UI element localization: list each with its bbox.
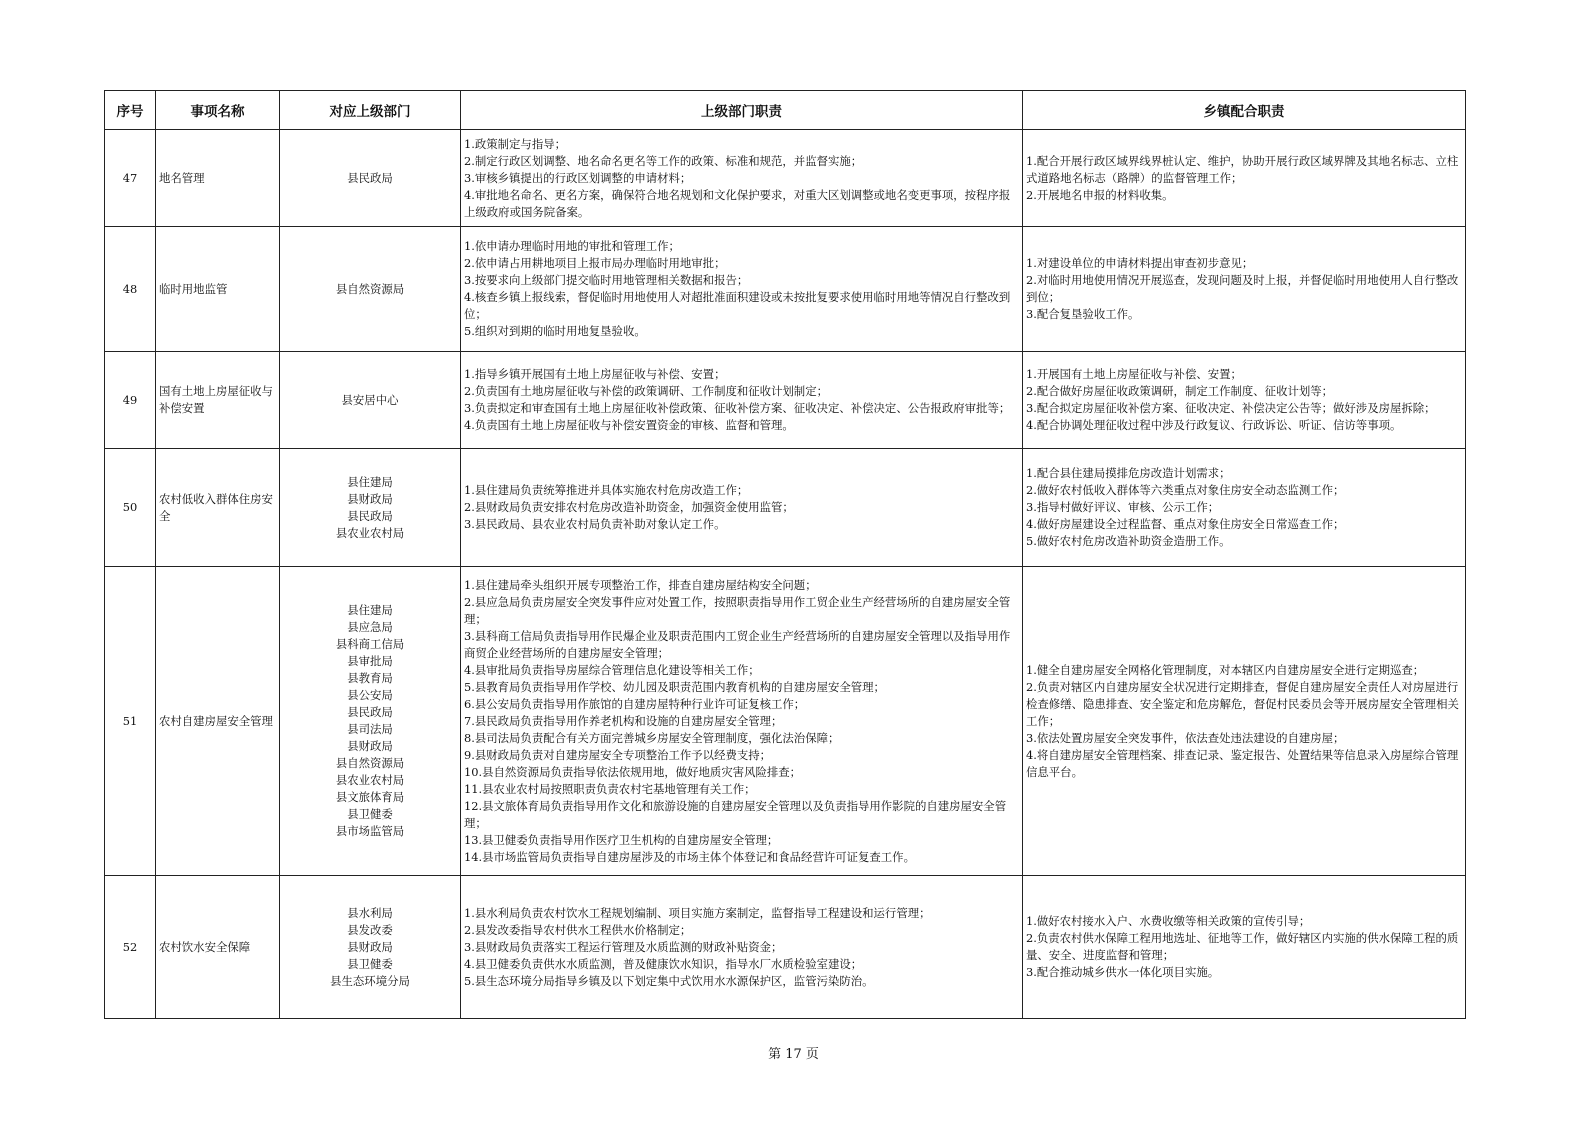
duty-line: 4.负责国有土地上房屋征收与补偿安置资金的审核、监督和管理。	[464, 418, 794, 432]
duty-line: 11.县农业农村局按照职责负责农村宅基地管理有关工作；	[464, 781, 756, 796]
dept-line: 县民政局	[347, 705, 393, 719]
dept-line: 县文旅体育局	[335, 790, 405, 804]
row-seq: 51	[105, 567, 156, 876]
dept-line: 县司法局	[347, 722, 393, 736]
duty-line: 5.做好农村危房改造补助资金造册工作。	[1026, 534, 1231, 548]
row-seq: 49	[105, 352, 156, 449]
duty-line: 5.县教育局负责指导用作学校、幼儿园及职责范围内教育机构的自建房屋安全管理；	[464, 679, 885, 694]
dept-line: 县应急局	[347, 620, 393, 634]
duty-line: 1.政策制定与指导；	[464, 136, 566, 151]
duty-line: 3.县财政局负责落实工程运行管理及水质监测的财政补贴资金；	[464, 939, 783, 954]
duty-line: 2.负责国有土地房屋征收与补偿的政策调研、工作制度和征收计划制定；	[464, 384, 828, 398]
row-town-duties	[1023, 352, 1466, 449]
header-superior-duties: 上级部门职责	[461, 91, 1023, 130]
dept-line: 县民政局	[347, 170, 393, 185]
row-item-name: 地名管理	[156, 130, 280, 227]
duty-line: 13.县卫健委负责指导用作医疗卫生机构的自建房屋安全管理；	[464, 832, 779, 847]
duty-line: 4.将自建房屋安全管理档案、排查记录、鉴定报告、处置结果等信息录入房屋综合管理信息平台。	[1026, 747, 1459, 779]
dept-line: 县民政局	[347, 508, 393, 523]
duty-line: 9.县财政局负责对自建房屋安全专项整治工作予以经费支持；	[464, 747, 772, 762]
page-number: 第 17 页	[768, 1047, 819, 1062]
dept-line: 县住建局	[347, 474, 393, 489]
row-superior-duties	[461, 352, 1023, 449]
row-dept	[280, 130, 461, 227]
dept-line: 县自然资源局	[335, 756, 405, 770]
duty-line: 3.配合推动城乡供水一体化项目实施。	[1026, 965, 1220, 979]
duty-line: 3.按要求向上级部门提交临时用地管理相关数据和报告；	[464, 273, 749, 287]
duty-line: 4.审批地名命名、更名方案，确保符合地名规划和文化保护要求，对重大区划调整或地名变更事项，按程序报上级政府或国务院备案。	[464, 187, 1011, 219]
duty-line: 3.配合复垦验收工作。	[1026, 307, 1140, 321]
header-name: 事项名称	[156, 91, 280, 130]
row-dept	[280, 352, 461, 449]
duty-line: 1.开展国有土地上房屋征收与补偿、安置；	[1026, 367, 1242, 381]
duty-line: 1.健全自建房屋安全网格化管理制度，对本辖区内自建房屋安全进行定期巡查；	[1026, 662, 1425, 677]
row-item-name: 国有土地上房屋征收与补偿安置	[156, 352, 280, 449]
row-superior-duties	[461, 876, 1023, 1019]
table-row	[105, 352, 1466, 449]
duty-line: 6.县公安局负责指导用作旅馆的自建房屋特种行业许可证复核工作；	[464, 696, 806, 711]
row-dept	[280, 449, 461, 567]
duty-line: 1.对建设单位的申请材料提出审查初步意见；	[1026, 256, 1254, 270]
row-dept	[280, 227, 461, 352]
duty-line: 4.做好房屋建设全过程监督、重点对象住房安全日常巡查工作；	[1026, 517, 1345, 531]
duty-line: 10.县自然资源局负责指导依法依规用地，做好地质灾害风险排查；	[464, 764, 802, 779]
row-item-name: 临时用地监管	[156, 227, 280, 352]
duty-line: 2.负责对辖区内自建房屋安全状况进行定期排查，督促自建房屋安全责任人对房屋进行检查修缮、隐患排查、安全鉴定和危房解危，督促村民委员会等开展房屋安全管理相关工作；	[1026, 679, 1459, 728]
row-seq: 48	[105, 227, 156, 352]
dept-line: 县公安局	[347, 688, 393, 702]
duty-line: 14.县市场监管局负责指导自建房屋涉及的市场主体个体登记和食品经营许可证复查工作。	[464, 849, 915, 864]
header-town-duties: 乡镇配合职责	[1023, 91, 1466, 130]
duty-line: 2.县应急局负责房屋安全突发事件应对处置工作，按照职责指导用作工贸企业生产经营场所的自建房屋安全管理；	[464, 594, 1011, 626]
dept-line: 县教育局	[347, 671, 393, 685]
row-dept	[280, 876, 461, 1019]
duty-line: 1.县住建局牵头组织开展专项整治工作，排查自建房屋结构安全问题；	[464, 577, 817, 592]
row-town-duties	[1023, 876, 1466, 1019]
table-row	[105, 449, 1466, 567]
town-duties-clip	[1026, 366, 1462, 434]
header-dept: 对应上级部门	[280, 91, 461, 130]
row-item-name: 农村饮水安全保障	[156, 876, 280, 1019]
row-item-name: 农村低收入群体住房安全	[156, 449, 280, 567]
duty-line: 3.配合拟定房屋征收补偿方案、征收决定、补偿决定公告等；做好涉及房屋拆除；	[1026, 401, 1436, 415]
duty-line: 3.县科商工信局负责指导用作民爆企业及职责范围内工贸企业生产经营场所的自建房屋安全管理以及指导用作商贸企业经营场所的自建房屋安全管理；	[464, 628, 1011, 660]
duty-line: 2.配合做好房屋征收政策调研，制定工作制度、征收计划等；	[1026, 384, 1334, 398]
row-town-duties	[1023, 130, 1466, 227]
dept-line: 县生态环境分局	[330, 973, 410, 988]
duty-line: 2.制定行政区划调整、地名命名更名等工作的政策、标准和规范，并监督实施；	[464, 153, 863, 168]
row-seq: 47	[105, 130, 156, 227]
dept-line: 县财政局	[347, 491, 393, 506]
duty-line: 2.开展地名申报的材料收集。	[1026, 187, 1174, 202]
duty-line: 12.县文旅体育局负责指导用作文化和旅游设施的自建房屋安全管理以及负责指导用作影院的自建房屋安全管理；	[464, 798, 1007, 830]
row-seq: 50	[105, 449, 156, 567]
duty-line: 4.核查乡镇上报线索，督促临时用地使用人对超批准面积建设或未按批复要求使用临时用地等情况自行整改到位；	[464, 290, 1011, 321]
duty-line: 3.县民政局、县农业农村局负责补助对象认定工作。	[464, 517, 726, 531]
table-row	[105, 130, 1466, 227]
dept-line: 县财政局	[347, 739, 393, 753]
dept-line: 县审批局	[347, 654, 393, 668]
duty-line: 4.县审批局负责指导房屋综合管理信息化建设等相关工作；	[464, 662, 760, 677]
row-seq: 52	[105, 876, 156, 1019]
duty-line: 1.指导乡镇开展国有土地上房屋征收与补偿、安置；	[464, 367, 726, 381]
row-dept	[280, 567, 461, 876]
row-superior-duties	[461, 130, 1023, 227]
duty-line: 2.县财政局负责安排农村危房改造补助资金，加强资金使用监管；	[464, 500, 794, 514]
dept-line: 县卫健委	[347, 807, 393, 821]
duty-line: 3.负责拟定和审查国有土地上房屋征收补偿政策、征收补偿方案、征收决定、补偿决定、公告报政府审批等；	[464, 401, 1011, 415]
dept-line: 县发改委	[347, 922, 393, 937]
dept-line: 县财政局	[347, 939, 393, 954]
table-row	[105, 227, 1466, 352]
dept-line: 县住建局	[347, 603, 393, 617]
row-superior-duties	[461, 567, 1023, 876]
dept-line: 县水利局	[347, 905, 393, 920]
row-town-duties	[1023, 449, 1466, 567]
row-item-name: 农村自建房屋安全管理	[156, 567, 280, 876]
duty-line: 2.做好农村低收入群体等六类重点对象住房安全动态监测工作；	[1026, 483, 1345, 497]
duty-line: 3.依法处置房屋安全突发事件，依法查处违法建设的自建房屋；	[1026, 730, 1345, 745]
duty-line: 1.配合开展行政区域界线界桩认定、维护，协助开展行政区域界牌及其地名标志、立柱式道路地名标志（路牌）的监督管理工作；	[1026, 153, 1459, 185]
duty-line: 5.县生态环境分局指导乡镇及以下划定集中式饮用水水源保护区，监管污染防治。	[464, 973, 874, 988]
table-row	[105, 876, 1466, 1019]
duty-line: 2.对临时用地使用情况开展巡查，发现问题及时上报，并督促临时用地使用人自行整改到位；	[1026, 273, 1459, 304]
duty-line: 4.县卫健委负责供水水质监测，普及健康饮水知识，指导水厂水质检验室建设；	[464, 956, 863, 971]
duty-line: 4.配合协调处理征收过程中涉及行政复议、行政诉讼、听证、信访等事项。	[1026, 418, 1402, 432]
duty-line: 2.依申请占用耕地项目上报市局办理临时用地审批；	[464, 256, 726, 270]
dept-line: 县农业农村局	[335, 773, 405, 787]
row-superior-duties	[461, 449, 1023, 567]
dept-line: 县卫健委	[347, 956, 393, 971]
duty-line: 7.县民政局负责指导用作养老机构和设施的自建房屋安全管理；	[464, 713, 783, 728]
duty-line: 1.县水利局负责农村饮水工程规划编制、项目实施方案制定，监督指导工程建设和运行管理；	[464, 905, 931, 920]
row-superior-duties	[461, 227, 1023, 352]
duty-line: 2.县发改委指导农村供水工程供水价格制定；	[464, 922, 692, 937]
header-row	[105, 91, 1466, 130]
dept-line: 县科商工信局	[335, 637, 405, 651]
duty-line: 1.配合县住建局摸排危房改造计划需求；	[1026, 466, 1231, 480]
row-town-duties	[1023, 227, 1466, 352]
duty-line: 8.县司法局负责配合有关方面完善城乡房屋安全管理制度，强化法治保障；	[464, 730, 840, 745]
duty-line: 1.县住建局负责统筹推进并具体实施农村危房改造工作；	[464, 483, 749, 497]
table-row	[105, 567, 1466, 876]
duty-line: 1.依申请办理临时用地的审批和管理工作；	[464, 239, 680, 253]
duty-line: 2.负责农村供水保障工程用地选址、征地等工作，做好辖区内实施的供水保障工程的质量、安全、进度监督和管理；	[1026, 931, 1459, 962]
dept-line: 县安居中心	[341, 392, 399, 407]
duty-line: 1.做好农村接水入户、水费收缴等相关政策的宣传引导；	[1026, 914, 1311, 928]
duty-line: 3.审核乡镇提出的行政区划调整的申请材料；	[464, 170, 692, 185]
dept-line: 县农业农村局	[335, 525, 405, 540]
dept-line: 县市场监管局	[335, 824, 405, 838]
row-town-duties	[1023, 567, 1466, 876]
duty-line: 5.组织对到期的临时用地复垦验收。	[464, 324, 646, 338]
duties-table	[104, 90, 1466, 1019]
duty-line: 3.指导村做好评议、审核、公示工作；	[1026, 500, 1220, 514]
dept-line: 县自然资源局	[335, 281, 405, 296]
header-seq: 序号	[105, 91, 156, 130]
